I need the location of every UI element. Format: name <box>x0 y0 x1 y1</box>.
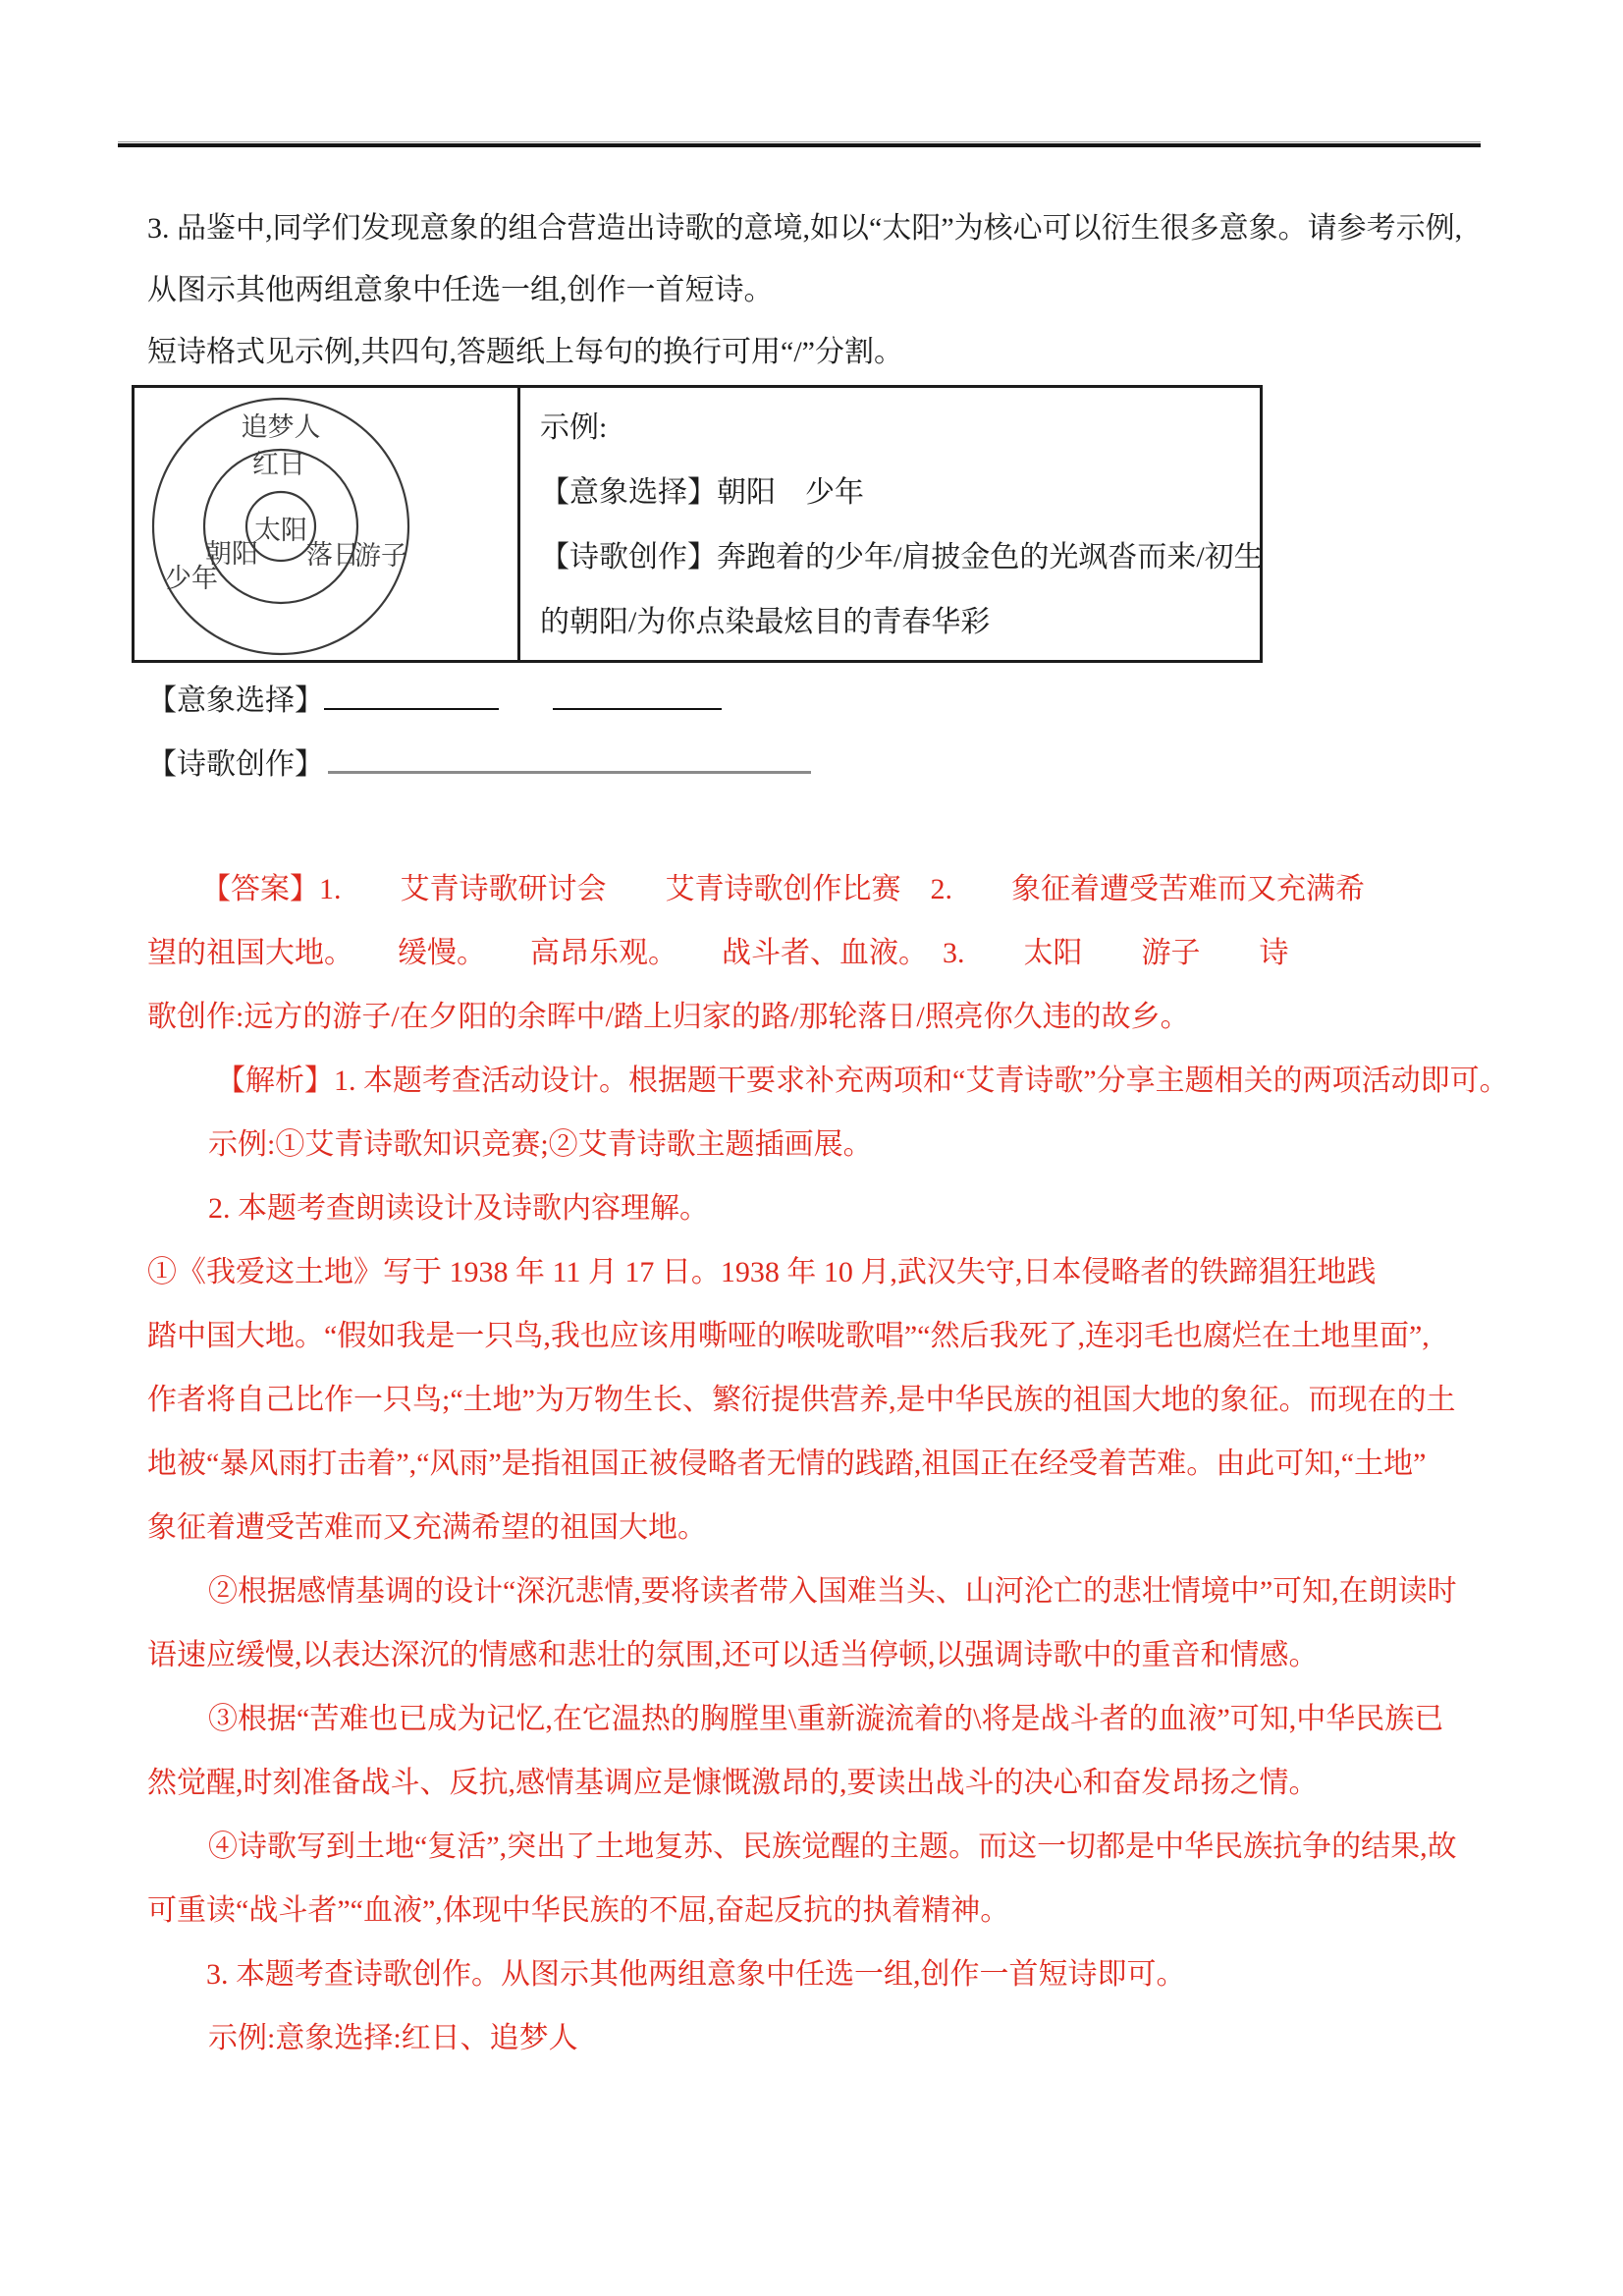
imagery-blank-2 <box>553 673 722 710</box>
analysis-line: 地被“暴风雨打击着”,“风雨”是指祖国正被侵略者无情的践踏,祖国正在经受着苦难。由此可知,“土地” <box>147 1448 1427 1480</box>
answer-line: 【答案】1. 艾青诗歌研讨会 艾青诗歌创作比赛 2. 象征着遭受苦难而又充满希 <box>201 873 1365 905</box>
diagram-label-red-sun: 红日 <box>252 450 305 479</box>
analysis-line: ④诗歌写到土地“复活”,突出了土地复苏、民族觉醒的主题。而这一切都是中华民族抗争的结果,故 <box>208 1831 1457 1863</box>
imagery-choice-answer-row <box>147 670 722 732</box>
analysis-line: 示例:意象选择:红日、追梦人 <box>208 2022 578 2054</box>
poem-writing-blank <box>328 736 811 774</box>
question-line: 短诗格式见示例,共四句,答题纸上每句的换行可用“/”分割。 <box>147 336 903 368</box>
diagram-label-morning-sun: 朝阳 <box>205 539 258 569</box>
analysis-line: 踏中国大地。“假如我是一只鸟,我也应该用嘶哑的喉咙歌唱”“然后我死了,连羽毛也腐烂在土地里面”, <box>147 1320 1430 1352</box>
analysis-line: 示例:①艾青诗歌知识竞赛;②艾青诗歌主题插画展。 <box>208 1128 873 1161</box>
diagram-label-wanderer: 游子 <box>354 541 407 571</box>
poem-writing-label: 【诗歌创作】 <box>147 748 324 781</box>
example-line: 的朝阳/为你点染最炫目的青春华彩 <box>540 606 991 638</box>
analysis-line: ③根据“苦难也已成为记忆,在它温热的胸膛里\重新漩流着的\将是战斗者的血液”可知,中华民族已 <box>208 1703 1444 1735</box>
imagery-diagram-cell <box>135 388 520 660</box>
diagram-label-dream-chaser: 追梦人 <box>241 412 321 442</box>
example-line: 【意象选择】朝阳 少年 <box>540 476 864 509</box>
diagram-label-setting-sun: 落日 <box>306 540 359 570</box>
analysis-line: 可重读“战斗者”“血液”,体现中华民族的不屈,奋起反抗的执着精神。 <box>147 1894 1010 1927</box>
header-divider-thick-line <box>118 143 1481 147</box>
question-line: 3. 品鉴中,同学们发现意象的组合营造出诗歌的意境,如以“太阳”为核心可以衍生很多意象。请参考示例, <box>147 212 1463 245</box>
example-line: 【诗歌创作】奔跑着的少年/肩披金色的光飒沓而来/初生 <box>540 541 1264 574</box>
imagery-choice-label: 【意象选择】 <box>147 684 324 717</box>
imagery-example-table <box>132 385 1263 663</box>
question-3-block <box>147 197 1532 383</box>
analysis-line: 语速应缓慢,以表达深沉的情感和悲壮的氛围,还可以适当停顿,以强调诗歌中的重音和情感。 <box>147 1639 1319 1671</box>
answer-line: 望的祖国大地。 缓慢。 高昂乐观。 战斗者、血液。 3. 太阳 游子 诗 <box>147 937 1289 969</box>
example-poem-cell <box>520 388 1264 660</box>
answer-line: 歌创作:远方的游子/在夕阳的余晖中/踏上归家的路/那轮落日/照亮你久违的故乡。 <box>147 1001 1190 1033</box>
diagram-label-sun: 太阳 <box>254 516 307 545</box>
analysis-line: 3. 本题考查诗歌创作。从图示其他两组意象中任选一组,创作一首短诗即可。 <box>206 1958 1186 1991</box>
poem-writing-answer-row <box>147 734 811 795</box>
analysis-line: ②根据感情基调的设计“深沉悲情,要将读者带入国难当头、山河沦亡的悲壮情境中”可知,在朗读时 <box>208 1575 1457 1608</box>
example-line: 示例: <box>540 411 608 444</box>
header-divider-rule <box>118 141 1481 148</box>
imagery-blank-1 <box>324 673 499 710</box>
question-line: 从图示其他两组意象中任选一组,创作一首短诗。 <box>147 274 774 306</box>
analysis-line: 然觉醒,时刻准备战斗、反抗,感情基调应是慷慨激昂的,要读出战斗的决心和奋发昂扬之情。 <box>147 1767 1319 1799</box>
analysis-line: 象征着遭受苦难而又充满希望的祖国大地。 <box>147 1511 707 1544</box>
analysis-line: 作者将自己比作一只鸟;“土地”为万物生长、繁衍提供营养,是中华民族的祖国大地的象征。而现在的土 <box>147 1384 1456 1416</box>
diagram-label-youth: 少年 <box>165 564 218 593</box>
answer-analysis-block <box>147 857 1534 2070</box>
analysis-line: 2. 本题考查朗读设计及诗歌内容理解。 <box>208 1192 709 1225</box>
imagery-rings-diagram <box>135 388 517 660</box>
analysis-line: 【解析】1. 本题考查活动设计。根据题干要求补充两项和“艾青诗歌”分享主题相关的两项活动即可。 <box>216 1065 1509 1097</box>
analysis-line: ①《我爱这土地》写于 1938 年 11 月 17 日。1938 年 10 月,武汉失守,日本侵略者的铁蹄猖狂地践 <box>147 1256 1377 1288</box>
